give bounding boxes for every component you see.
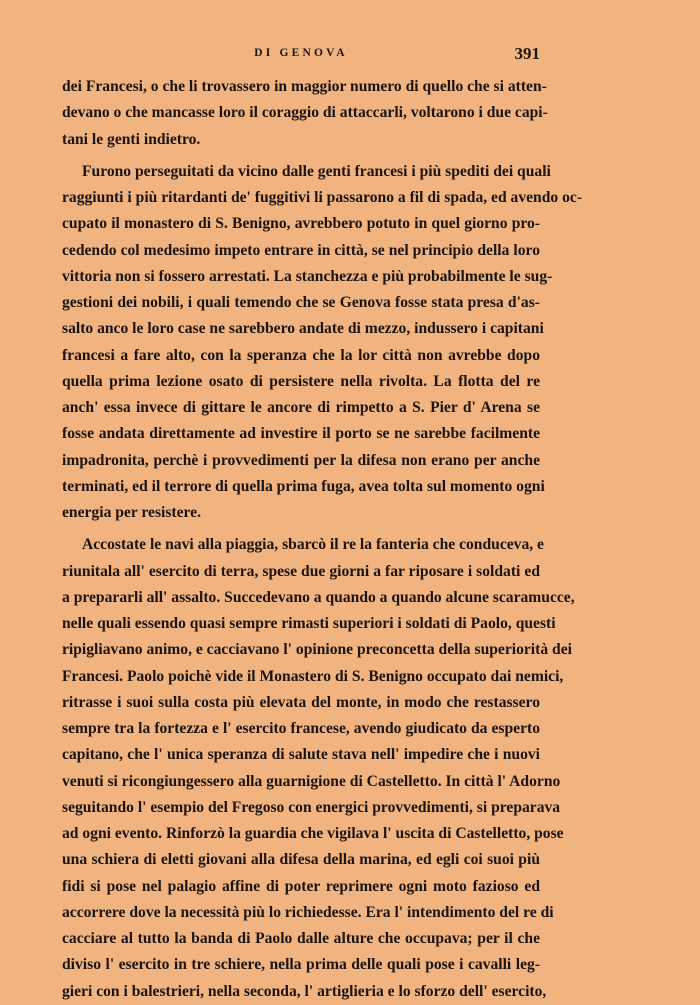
text-line: salto anco le loro case ne sarebbero andate di mezzo, indussero i capitani [62,320,544,338]
text-line: raggiunti i più ritardanti de' fuggitivi li passarono a fil di spada, ed avendo oc- [62,189,583,206]
text-line: impadronita, perchè i provvedimenti per la difesa non erano per anche [62,451,540,469]
text-line: venuti si ricongiungessero alla guarnigione di Castelletto. In città l' Adorno [62,772,561,790]
text-line: energia per resistere. [62,504,201,521]
paragraph [62,74,548,153]
page-number: 391 [514,44,540,63]
text-line: una schiera di eletti giovani alla difesa della marina, ed egli coi suoi più [62,851,540,869]
paragraph [62,159,583,527]
text-line: tani le genti indietro. [62,130,201,148]
text-line: sempre tra la fortezza e l' esercito francese, avendo giudicato da esperto [62,720,540,737]
text-line: gestioni dei nobili, i quali temendo che se Genova fosse stata presa d'as- [62,294,540,311]
text-line: fosse andata direttamente ad investire il porto se ne sarebbe facilmente [62,425,540,443]
text-line: capitano, che l' unica speranza di salute stava nell' impedire che i nuovi [62,746,540,764]
text-line: cedendo col medesimo impeto entrare in città, se nel principio della loro [62,241,540,259]
text-line: Accostate le navi alla piaggia, sbarcò il re la fanteria che conduceva, e [82,536,544,554]
text-line: fidi si pose nel palagio affine di poter reprimere ogni moto fazioso ed [62,877,540,895]
text-line: quella prima lezione osato di persistere nella rivolta. La flotta del re [62,372,540,390]
text-line: seguitando l' esempio del Fregoso con energici provvedimenti, si preparava [62,798,561,816]
text-line: accorrere dove la necessità più lo richiedesse. Era l' intendimento del re di [62,903,554,921]
text-line: a prepararli all' assalto. Succedevano a quando a quando alcune scaramucce, [62,588,575,606]
body-text [62,74,583,1005]
running-title: DI GENOVA [254,47,348,59]
text-line: dei Francesi, o che li trovassero in maggior numero di quello che si atten- [62,78,547,95]
text-line: francesi a fare alto, con la speranza che la lor città non avrebbe dopo [62,346,540,364]
text-line: diviso l' esercito in tre schiere, nella prima delle quali pose i cavalli leg- [62,956,540,974]
text-line: cupato il monastero di S. Benigno, avrebbero potuto in quel giorno pro- [62,215,540,233]
text-line: gieri con i balestrieri, nella seconda, l' artiglieria e lo sforzo dell' esercito, [62,982,547,1000]
text-line: Furono perseguitati da vicino dalle genti francesi i più spediti dei quali [82,162,551,180]
text-line: ritrasse i suoi sulla costa più elevata del monte, in modo che restassero [62,693,540,711]
text-line: Francesi. Paolo poichè vide il Monastero di S. Benigno occupato dai nemici, [62,667,564,685]
page-header [62,44,540,66]
text-line: ripigliavano animo, e cacciavano l' opinione preconcetta della superiorità dei [62,641,572,659]
text-line: terminati, ed il terrore di quella prima fuga, avea tolta sul momento ogni [62,477,545,495]
text-line: vittoria non si fossero arrestati. La stanchezza e più probabilmente le sug- [62,267,553,285]
text-line: anch' essa invece di gittare le ancore di rimpetto a S. Pier d' Arena se [62,399,540,416]
text-line: ad ogni evento. Rinforzò la guardia che vigilava l' uscita di Castelletto, pose [62,825,564,842]
text-line: cacciare al tutto la banda di Paolo dalle alture che occupava; per il che [62,930,540,947]
text-line: nelle quali essendo quasi sempre rimasti superiori i soldati di Paolo, questi [62,615,556,632]
paragraph [62,532,575,1005]
text-line: riunitala all' esercito di terra, spese due giorni a far riposare i soldati ed [62,562,540,580]
text-line: devano o che mancasse loro il coraggio di attaccarli, voltarono i due capi- [62,104,548,122]
